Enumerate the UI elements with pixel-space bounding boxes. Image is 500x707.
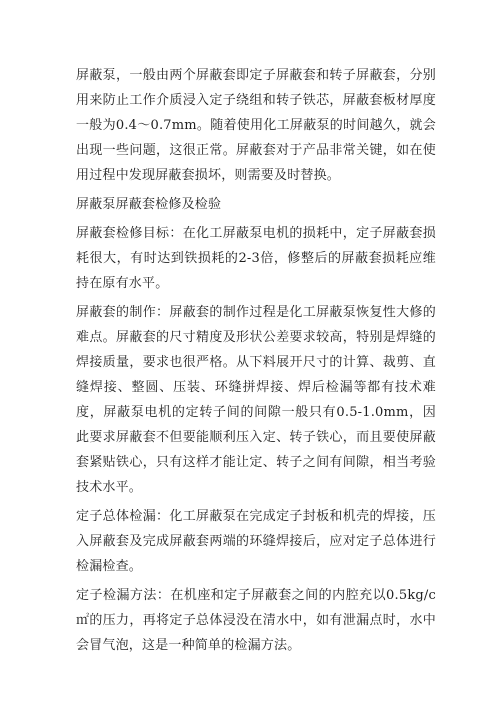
- paragraph-repair-goal: 屏蔽套检修目标：在化工屏蔽泵电机的损耗中，定子屏蔽套损耗很大，有时达到铁损耗的2-3倍，修整后的屏蔽套损耗应维持在原有水平。: [76, 226, 436, 291]
- paragraph-intro: 屏蔽泵，一般由两个屏蔽套即定子屏蔽套和转子屏蔽套，分别用来防止工作介质浸入定子绕组和转子铁芯，屏蔽套板材厚度一般为0.4～0.7mm。随着使用化工屏蔽泵的时间越久，就会出现一些问题，这很正常。屏蔽套对于产品非常关键，如在使用过程中发现屏蔽套损坏，则需要及时替换。: [76, 68, 436, 183]
- section-heading: 屏蔽泵屏蔽套检修及检验: [76, 197, 222, 212]
- document-body: [76, 63, 436, 662]
- paragraph-fabrication: 屏蔽套的制作：屏蔽套的制作过程是化工屏蔽泵恢复性大修的难点。屏蔽套的尺寸精度及形状公差要求较高，特别是焊缝的焊接质量，要求也很严格。从下料展开尺寸的计算、裁剪、直缝焊接、整圆、压装、环缝拼焊接、焊后检漏等都有技术难度，屏蔽泵电机的定转子间的间隙一般只有0.5-1.0mm，因此要求屏蔽套不但要能顺利压入定、转子铁心，而且要使屏蔽套紧贴铁心，只有这样才能让定、转子之间有间隙，相当考验技术水平。: [76, 305, 436, 495]
- paragraph-stator-leak-test: 定子总体检漏：化工屏蔽泵在完成定子封板和机壳的焊接，压入屏蔽套及完成屏蔽套两端的环缝焊接后，应对定子总体进行检漏检查。: [76, 509, 436, 574]
- paragraph-leak-test-method: 定子检漏方法：在机座和定子屏蔽套之间的内腔充以0.5kg/c㎡的压力，再将定子总体浸没在清水中，如有泄漏点时，水中会冒气泡，这是一种简单的检漏方法。: [76, 588, 436, 653]
